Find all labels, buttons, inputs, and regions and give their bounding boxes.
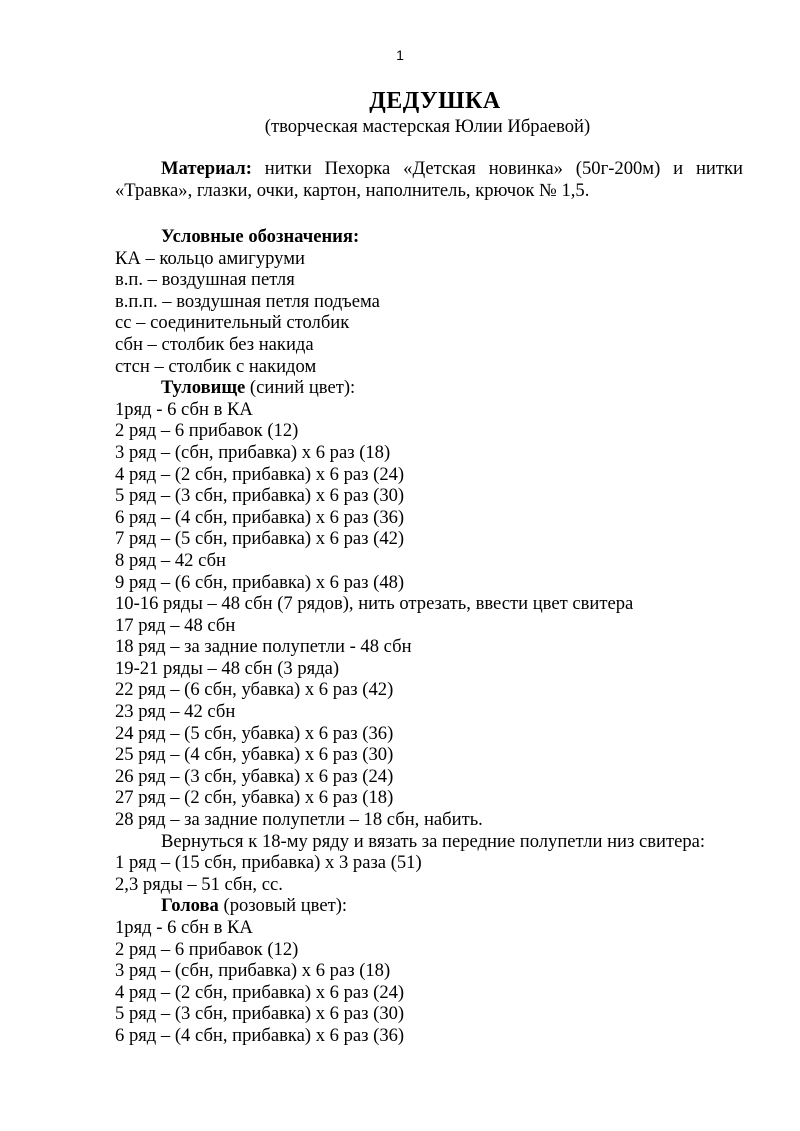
pattern-row: 19-21 ряды – 48 сбн (3 ряда): [115, 657, 340, 679]
pattern-row: 9 ряд – (6 сбн, прибавка) х 6 раз (48): [115, 571, 405, 593]
pattern-row: 3 ряд – (сбн, прибавка) х 6 раз (18): [115, 441, 391, 463]
pattern-row: 28 ряд – за задние полупетли – 18 сбн, набить.: [115, 809, 483, 831]
legend-item: стсн – столбик с накидом: [115, 355, 317, 377]
pattern-row: 1 ряд – (15 сбн, прибавка) х 3 раза (51): [115, 852, 422, 874]
pattern-row: 5 ряд – (3 сбн, прибавка) х 6 раз (30): [115, 485, 405, 507]
torso-heading-label: Туловище: [161, 377, 246, 399]
pattern-row: 2 ряд – 6 прибавок (12): [115, 420, 299, 442]
pattern-row: 1ряд - 6 сбн в КА: [115, 398, 253, 420]
sweater-rows: [115, 852, 755, 895]
document-subtitle: (творческая мастерская Юлии Ибраевой): [264, 116, 591, 137]
page-number: 1: [396, 47, 404, 63]
pattern-row: 25 ряд – (4 сбн, убавка) х 6 раз (30): [115, 744, 394, 766]
pattern-row: 3 ряд – (сбн, прибавка) х 6 раз (18): [115, 960, 391, 982]
legend-list: [115, 248, 755, 378]
legend-item: в.п.п. – воздушная петля подъема: [115, 290, 380, 312]
head-heading-label: Голова: [161, 895, 219, 917]
pattern-row: 8 ряд – 42 сбн: [115, 549, 226, 571]
torso-heading-note: (синий цвет):: [245, 377, 356, 399]
pattern-row: 24 ряд – (5 сбн, убавка) х 6 раз (36): [115, 722, 394, 744]
pattern-row: 17 ряд – 48 сбн: [115, 614, 236, 636]
pattern-row: 4 ряд – (2 сбн, прибавка) х 6 раз (24): [115, 981, 405, 1003]
pattern-row: 4 ряд – (2 сбн, прибавка) х 6 раз (24): [115, 463, 405, 485]
head-heading: [115, 895, 755, 917]
legend-item: КА – кольцо амигуруми: [115, 247, 305, 269]
material-paragraph: [115, 158, 743, 202]
pattern-row: 6 ряд – (4 сбн, прибавка) х 6 раз (36): [115, 506, 405, 528]
pattern-row: 22 ряд – (6 сбн, убавка) х 6 раз (42): [115, 679, 394, 701]
torso-heading: [115, 377, 755, 399]
pattern-row: 26 ряд – (3 сбн, убавка) х 6 раз (24): [115, 765, 394, 787]
return-note: Вернуться к 18-му ряду и вязать за передние полупетли низ свитера:: [161, 830, 706, 852]
torso-rows: [115, 399, 755, 831]
pattern-row: 7 ряд – (5 сбн, прибавка) х 6 раз (42): [115, 528, 405, 550]
pattern-row: 1ряд - 6 сбн в КА: [115, 917, 253, 938]
head-rows: [115, 917, 755, 1047]
pattern-content: [115, 226, 755, 1047]
material-label: Материал:: [161, 158, 252, 179]
pattern-row: 6 ряд – (4 сбн, прибавка) х 6 раз (36): [115, 1024, 405, 1046]
legend-item: сбн – столбик без накида: [115, 333, 314, 355]
legend-item: в.п. – воздушная петля: [115, 269, 295, 291]
head-heading-note: (розовый цвет):: [218, 895, 348, 917]
pattern-row: 27 ряд – (2 сбн, убавка) х 6 раз (18): [115, 787, 394, 809]
pattern-row: 18 ряд – за задние полупетли - 48 сбн: [115, 636, 412, 658]
material-line-1: нитки Пехорка «Детская новинка» (50г-200м) и нитки: [264, 158, 743, 179]
pattern-row: 10-16 ряды – 48 сбн (7 рядов), нить отрезать, ввести цвет свитера: [115, 593, 634, 615]
material-line-2: «Травка», глазки, очки, картон, наполнитель, крючок № 1,5.: [115, 180, 590, 201]
legend-heading: Условные обозначения:: [161, 226, 360, 247]
pattern-row: 2 ряд – 6 прибавок (12): [115, 938, 299, 960]
pattern-row: 5 ряд – (3 сбн, прибавка) х 6 раз (30): [115, 1003, 405, 1025]
document-title: ДЕДУШКА: [369, 88, 501, 114]
pattern-row: 2,3 ряды – 51 сбн, сс.: [115, 873, 283, 895]
pattern-row: 23 ряд – 42 сбн: [115, 701, 236, 723]
legend-item: сс – соединительный столбик: [115, 312, 350, 334]
